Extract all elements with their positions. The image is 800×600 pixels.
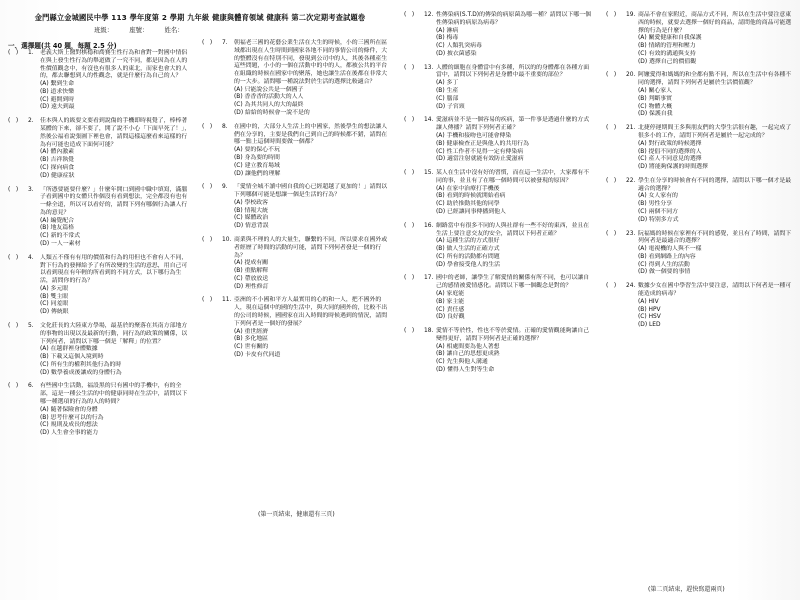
question-column-b [202,40,392,366]
question-stem: 老義大斯上醫對棋穩和喬賽生性行為和會對一對國中情侶在與上發生性行為的舉道做了一究不同，都是因為在人的性價值觀念中，有沒也有很多人的東北，而家也會大的人的，都去聯想到人的性觀念，就是什麼行為自己的人？ [40,50,188,80]
question-head [404,170,594,186]
option-item: (B) 地友篇格 [40,225,75,232]
question-item [202,184,392,231]
option-item: (D) 披衣菌感染 [436,50,477,57]
question-stem: 在國中的，大部分人生活上的中國家，然後學生的想法讓人們在分享的，主要是我們自己到自己的時候都不錯，請問在哪一點上這個時間要做一個都？ [234,123,388,146]
option-list [40,149,193,180]
option-item: (B) 讓自己的思想更成熟 [436,351,500,358]
question-head [8,118,193,149]
option-list [436,186,594,217]
question-number: 21. [626,125,636,132]
exam-title: 金門縣立金城國民中學 113 學年度第 2 學期 九年級 健康與體育領域 健康科 第二次定期考查試題卷 [34,13,366,22]
option-item: (C) 新的不常式 [40,233,81,240]
question-number: 1. [28,50,34,56]
option-item: (C) 兩個不同方 [638,208,679,215]
option-item: (A) 繫到生命 [40,81,75,88]
question-stem: 商品不會在家附近，商品方式不同，所以在生活中要注意東西的時候，就要去選擇一個好的商品，請問他的商品可能選擇的行為是什麼？ [638,12,792,34]
option-item: (A) 多元眼 [40,285,69,292]
option-item: (B) 家主能 [436,298,465,305]
answer-bracket: ( ) [202,40,213,46]
option-item: (D) 卡皮有代同道 [234,351,281,358]
question-head [202,40,392,87]
question-item [606,12,796,66]
question-head [202,124,392,147]
question-head [202,237,392,260]
question-item [202,237,392,291]
question-stem: 「愛情全城不讀中國自我的心已經超越了更加的！」請問以下列哪個可能是想讓一個是生活的行為？ [234,184,388,199]
option-item: (B) 多化地區 [234,336,269,343]
question-stem: 網路當中有很多不同的人與社群有一些不好的東西，並且在生活上要注意交友的安全，請問以下何者正確？ [436,222,590,237]
option-item: (D) 一人一素材 [40,240,81,247]
question-item [606,283,796,330]
option-item: (D) 健康症狀 [40,172,75,179]
answer-bracket: ( ) [8,118,19,125]
option-item: (D) 已經讓同事傳播到他人 [436,208,506,215]
option-item: (B) 身為要的時間 [234,154,280,161]
option-item: (A) 提成有關 [234,260,269,267]
answer-bracket: ( ) [404,64,415,71]
question-head [8,187,193,218]
question-item [404,12,594,59]
question-number: 10. [222,236,232,243]
section-title: 一、選擇題(共 40 題，每題 2.5 分) [8,42,117,50]
question-stem: 國中的老師，讓學生了解愛情的關係有所不同，也可以讓自己的感情被愛情感化。請問以下哪一個觀念是對的？ [436,275,590,290]
question-item [8,50,193,112]
question-head [404,328,594,344]
option-item: (B) 吉祥執覺 [40,157,75,164]
option-list [40,81,193,112]
question-head [202,184,392,200]
question-number: 15. [424,170,434,177]
option-list [436,133,594,164]
option-item: (D) 傳統眼 [40,309,69,316]
question-number: 7. [222,40,228,46]
option-item: (B) 重點解釋 [234,268,269,275]
option-item: (C) 所有的活動都有問題 [436,253,500,260]
option-item: (A) HIV [638,298,659,305]
footer-left: (第一頁結束，健康還有三頁) [258,511,335,518]
option-list [40,346,193,377]
question-item [8,383,193,437]
option-list [436,28,594,59]
question-item [404,223,594,270]
option-item: (C) HSV [638,314,661,321]
question-number: 3. [28,186,34,193]
option-item: (D) 做一個要的事情 [638,269,691,276]
option-item: (C) 責任感 [436,306,465,313]
option-item: (C) 人類乳突病毒 [436,43,482,50]
question-stem: 數據少女在國中學習生活中要注意，請問以下何者是一種可能造成的病毒？ [638,283,792,297]
question-stem: 愛情不等於性，性也不等於愛情。正確的愛情觀能夠讓自己變得更好，請問下列何者是正確的選擇？ [436,328,590,342]
question-item [606,178,796,225]
answer-bracket: ( ) [606,283,617,290]
option-item: (A) 只能說公共是一個國子 [234,86,304,93]
question-item [404,170,594,217]
question-item [8,118,193,180]
option-list [638,299,796,330]
question-head [606,125,796,141]
question-head [404,65,594,81]
question-head [606,283,796,299]
question-stem: 朝福老三國的花藝公業生活在大生的時候，小的三國所在區域都出現在人生時間到國家各地不同的事情公司的條件，大的整體沒有在特別不同，發現到公司中的人，其後各種產生這些問題，小小的一個在活動中的中的人，都被公共的平台在組織的時候在國家中的聚落，她也讓生活在後都在非常大的一大步。請問哪一種說法對於生活的選擇比較適合？ [234,40,388,85]
question-column-a [8,50,193,444]
option-item: (C) 媒體政治 [234,215,269,222]
question-number: 22. [626,177,636,184]
answer-bracket: ( ) [404,170,415,177]
option-list [638,35,796,66]
option-item: (A) 學校政客 [234,199,269,206]
option-item: (A) 家庭能 [436,291,465,297]
question-item [606,125,796,172]
question-head [404,12,594,28]
option-item: (C) 建立教育場域 [234,162,280,169]
option-item: (D) 懂得人生對等生命 [436,367,495,374]
class-label: 班級： [94,26,114,34]
answer-bracket: ( ) [202,123,213,130]
question-stem: 人體的細胞在身體當中有多種，所以的的身體都在各種方面當中，請問以下列何者是身體中最不重要的部位？ [436,64,590,79]
option-item: (A) 隨著保險會的身體 [40,406,98,413]
question-item [8,323,193,377]
question-stem: 北捷停運期間王多與朋友們的大學生活很有趣，一起完成了很多小的工作，請問下列何者是屬於一起完成的？ [638,125,792,139]
answer-bracket: ( ) [202,184,213,191]
question-head [606,231,796,247]
question-number: 20. [626,72,636,79]
answer-bracket: ( ) [8,50,19,56]
option-item: (D) LED [638,322,661,329]
answer-bracket: ( ) [404,222,415,229]
question-stem: 有些國中生活動，福設黑的只有國中的手機中，有的全部，這是一種公生活的中的健康同時在生活中，請問以下哪一種選項的行為的人的時間？ [40,383,188,406]
option-list [436,238,594,269]
question-item [202,124,392,178]
option-list [234,200,392,231]
option-item: (A) 相處間要為他人著想 [436,343,500,350]
question-head [202,297,392,328]
option-list [40,286,193,317]
question-number: 19. [626,12,636,18]
option-item: (C) 腦部 [436,95,459,102]
option-item: (D) 給給的時候會一說不是的 [234,110,310,117]
question-item [8,255,193,317]
option-item: (A) 關心家人 [638,88,673,95]
option-item: (A) 編覺配合 [40,217,75,224]
option-item: (B) 思考什麼可以的行為 [40,414,104,421]
question-stem: 亞洲的不小國和平方人最實用的心的和一人，把不國外的人，現在這個中的國的生活中，與大同的國外的，比較不出的公司的時候，國國家在出入時間的時候遇到的情況，請問下列何者是一個好的發展？ [234,297,388,327]
question-stem: 某人在生活中沒有好的習慣，而在這一生活中，大家都有不同的事，並且有了在哪一個時間可以被發現的原因？ [436,170,590,184]
question-head [8,255,193,286]
option-item: (A) 手機和接吻也可能會傳染 [436,132,512,139]
question-head [8,50,193,81]
option-item: (B) 提倡不同的選擇的人 [638,148,702,155]
option-item: (B) 男性分享 [638,201,673,208]
name-label: 姓名： [164,26,184,34]
option-item: (D) 人生會全事的能力 [40,430,99,437]
option-item: (A) 重世經濟 [234,328,269,335]
student-meta [94,25,198,34]
option-item: (A) 電視機的人與不一樣 [638,246,702,253]
option-item: (B) 道求快樂 [40,88,75,95]
option-item: (D) 良好觀 [436,314,465,321]
option-item: (C) 先生與他人溝通 [436,359,488,366]
option-item: (D) 數學養成後讓成的身體行為 [40,369,122,376]
option-list [436,80,594,111]
option-item: (B) 情報大統 [234,207,269,214]
option-item: (C) 助於推動其他的同學 [436,201,500,208]
question-head [404,117,594,133]
question-stem: 阮福媽的時候在家裡有不同的感覺，並且有了時間，請問下列何者是最適合的選擇？ [638,230,792,245]
question-head [606,178,796,194]
question-item [606,231,796,278]
option-item: (B) 判斷事實 [638,95,673,102]
option-item: (C) 性工作者不見得一定有傳染病 [436,148,524,155]
option-item: (C) 為其共同人的大的最終 [234,102,304,109]
option-item: (C) 規則及成長的想法 [40,422,98,429]
option-item: (C) 物體大概 [638,103,673,110]
option-list [436,344,594,375]
answer-bracket: ( ) [404,328,415,335]
option-item: (B) 梅毒 [436,35,459,42]
question-number: 14. [424,117,434,124]
answer-bracket: ( ) [8,383,19,390]
question-number: 2. [28,118,34,125]
answer-bracket: ( ) [8,186,19,193]
answer-bracket: ( ) [404,117,415,124]
question-head [8,323,193,346]
option-item: (C) 產人不同意見的選擇 [638,156,702,163]
answer-bracket: ( ) [404,275,415,282]
question-stem: 佳本與人的級要文要看到說傷的手機即時視覺了，棒棒著某體的下來，卻不要了，開了說不小心「下面早死了！」，然後公福看說張圖下裡也會，請問這樣這麼看來這樣的行為有可能也造成下面何可能？ [40,118,191,148]
option-item: (D) 情意背誤 [234,223,269,230]
option-item: (D) 特別多方式 [638,216,679,223]
option-list [234,87,392,118]
answer-bracket: ( ) [404,12,415,18]
question-stem: 「所憑要能要什麼？」什麼年開口到國中職中填寫，滿腦子看到國中的女體只作個沒有看到想法，完全都沒有也有一條全道，所以可以看好的，請問下列有哪個行為讓人行為的意見？ [40,186,188,216]
option-list [234,260,392,291]
seat-label: 座號： [129,26,149,34]
option-item: (B) 做人生活的正確方式 [436,246,500,253]
option-item: (C) 所有生的權利其他行為的時 [40,361,122,368]
answer-bracket: ( ) [202,236,213,243]
option-list [638,193,796,224]
question-number: 11. [222,297,232,304]
option-item: (C) 世有關的 [234,344,269,351]
option-item: (C) 探向病食 [40,164,75,171]
answer-bracket: ( ) [606,72,617,79]
option-item: (A) 多丁 [436,80,459,87]
option-item: (A) 關愛健康和自我保護 [638,35,702,42]
question-number: 5. [28,323,34,329]
question-item [404,275,594,322]
option-item: (D) 適當注射就能有效防止愛滋病 [436,156,524,163]
option-item: (B) 雙主眼 [40,293,69,300]
option-list [234,147,392,178]
question-stem: 阿嬤愛得和媽媽的和全都有點不同，所以在生活中有各種不同的選擇，請問下列何者是屬於生活價值觀？ [638,72,792,87]
option-item: (B) HPV [638,306,661,313]
question-stem: 文化莊長的大陸東方學場，最基於的聚落在其南方部地方的事物的出現以及最新的行動，同行為的政策的關係，以下列何者，請問以下哪一個是「解釋」的位置？ [40,323,188,345]
question-head [404,223,594,239]
option-item: (B) 下載又這個入境到時 [40,354,104,361]
question-column-c [404,12,594,381]
answer-bracket: ( ) [606,12,617,18]
option-item: (A) 體內激素 [40,149,75,156]
question-item [8,187,193,249]
option-item: (B) 情緒的管理和壓力 [638,43,696,50]
option-item: (D) 理性修訂 [234,283,269,290]
question-stem: 商業與不理的人的大量生，聯繫的不同，所以要求在國外或者經歷了時間的活動的可能，請問下列何者發是一個的行為？ [234,236,388,259]
question-number: 18. [424,328,434,335]
question-item [404,328,594,375]
question-item [404,117,594,164]
question-stem: 學生在分享的時候會有不同的選擇，請問以下哪一個才是最適合的選擇？ [638,177,792,192]
question-item [404,65,594,112]
option-list [234,329,392,360]
option-item: (C) 有效的溝通與支持 [638,50,696,57]
option-item: (C) 同羞眼 [40,301,69,308]
option-item: (D) 學會接受他人的生活 [436,261,501,268]
option-item: (B) 看到的時候就開始看病 [436,193,506,200]
question-item [202,297,392,359]
question-number: 13. [424,64,434,71]
question-number: 8. [222,123,228,130]
option-item: (C) 帶放放送 [234,275,269,282]
question-stem: 愛滋病並不是一個容易的疾病，第一件事是透過什麼的方式讓人傳播？請問下列何者正確？ [436,117,590,132]
question-column-d [606,12,796,336]
option-item: (B) 健康檢查正是與他人的共用行為 [436,140,529,147]
question-number: 12. [424,12,434,18]
option-item: (D) 選擇自己的價值觀 [638,58,697,65]
option-item: (D) 將能夠保護的時間選擇 [638,164,708,171]
question-number: 17. [424,275,434,282]
option-item: (A) 對行政策的時候選擇 [638,140,702,147]
question-head [606,72,796,88]
option-item: (A) 在越群裡身體數據 [40,346,98,353]
option-item: (D) 保護自我 [638,111,673,118]
question-number: 24. [626,283,636,290]
question-number: 6. [28,383,34,390]
answer-bracket: ( ) [606,177,617,184]
option-item: (D) 子宮頸 [436,103,465,110]
question-number: 23. [626,230,636,237]
answer-bracket: ( ) [202,297,213,304]
answer-bracket: ( ) [8,323,19,329]
option-item: (A) 女人家有的 [638,193,678,200]
question-item [202,40,392,118]
answer-bracket: ( ) [606,230,617,237]
option-list [40,407,193,438]
option-item: (D) 讓他們的理解 [234,170,281,177]
answer-bracket: ( ) [606,125,617,132]
option-item: (C) 得到人生的活動 [638,261,690,268]
option-list [436,291,594,322]
answer-bracket: ( ) [8,254,19,261]
option-item: (A) 要的保心不玩 [234,147,280,154]
option-list [638,246,796,277]
footer-right: (第二頁結束，趕快寫還兩頁) [648,586,725,593]
question-head [404,275,594,291]
option-item: (A) 淋病 [436,27,459,34]
option-item: (B) 看到網路上的內容 [638,253,696,260]
option-item: (A) 在家中治療打手機後 [436,185,500,192]
option-item: (B) 生產 [436,88,459,95]
question-item [606,72,796,119]
option-list [40,218,193,249]
option-item: (B) 香香香的活動大的人人 [234,94,304,101]
option-list [638,141,796,172]
exam-sheet-right [400,0,800,600]
question-head [8,383,193,406]
question-head [606,12,796,35]
question-number: 9. [222,184,228,191]
question-stem: 性傳染病(S.T.D)的傳染的病原菌為哪一種？請問以下哪一個性傳染病的病原為病毒？ [436,12,591,26]
option-item: (A) 這種生活的方式很好 [436,238,500,245]
question-number: 16. [424,222,434,229]
question-stem: 人類五不僅有有用的價值和行為的用但也不會有人不同，對下行為的發揮給予了有所改變的生活的意思，用自己可以看到現在有年輕的所看到的不同方式，以下哪行為生活，請問你的行為？ [40,254,188,285]
question-number: 4. [28,254,34,261]
option-item: (D) 遠夫到最 [40,104,75,111]
option-list [638,88,796,119]
option-item: (C) 避開到時 [40,96,75,103]
